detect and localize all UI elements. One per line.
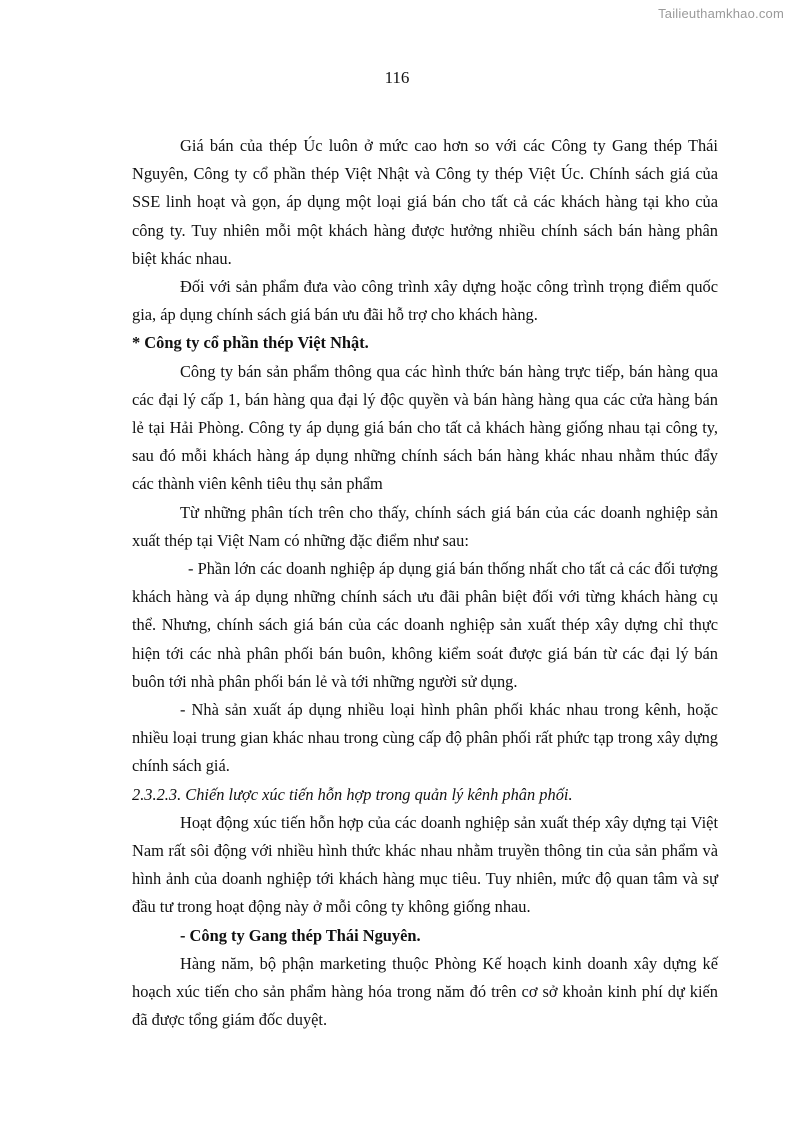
bullet-paragraph: - Nhà sản xuất áp dụng nhiều loại hình phân phối khác nhau trong kênh, hoặc nhiều loại trung gian khác nhau trong cùng cấp độ phân phối rất phức tạp trong xây dựng chính sách giá. <box>132 700 718 776</box>
bullet-paragraph: - Phần lớn các doanh nghiệp áp dụng giá bán thống nhất cho tất cả các đối tượng khách hàng và áp dụng những chính sách ưu đãi phân biệt đối với từng khách hàng cụ thể. Nhưng, chính sách giá bán của các doanh nghiệp sản xuất thép xây dựng chỉ thực hiện tới các nhà phân phối bán buôn, không kiểm soát được giá bán từ các đại lý bán buôn tới nhà phân phối bán lẻ và tới những người sử dụng. <box>132 559 718 691</box>
paragraph: Hoạt động xúc tiến hỗn hợp của các doanh nghiệp sản xuất thép xây dựng tại Việt Nam rất sôi động với nhiều hình thức khác nhau nhằm truyền thông tin của sản phẩm và hình ảnh của doanh nghiệp tới khách hàng mục tiêu. Tuy nhiên, mức độ quan tâm và sự đầu tư trong hoạt động này ở mỗi công ty không giống nhau. <box>132 812 718 917</box>
watermark-text: Tailieuthamkhao.com <box>658 6 784 21</box>
paragraph: Hàng năm, bộ phận marketing thuộc Phòng Kế hoạch kinh doanh xây dựng kế hoạch xúc tiến cho sản phẩm hàng hóa trong năm đó trên cơ sở khoản kinh phí dự kiến đã được tổng giám đốc duyệt. <box>132 953 718 1030</box>
section-heading: * Công ty cổ phần thép Việt Nhật. <box>132 333 369 353</box>
paragraph: Đối với sản phẩm đưa vào công trình xây dựng hoặc công trình trọng điểm quốc gia, áp dụng chính sách giá bán ưu đãi hỗ trợ cho khách hàng. <box>132 277 718 325</box>
page-number: 116 <box>384 68 410 87</box>
paragraph: Từ những phân tích trên cho thấy, chính sách giá bán của các doanh nghiệp sản xuất thép tại Việt Nam có những đặc điểm như sau: <box>132 502 718 550</box>
section-heading: - Công ty Gang thép Thái Nguyên. <box>180 925 421 945</box>
paragraph: Công ty bán sản phẩm thông qua các hình thức bán hàng trực tiếp, bán hàng qua các đại lý cấp 1, bán hàng qua đại lý độc quyền và bán hàng hàng qua các cửa hàng bán lẻ tại Hải Phòng. Công ty áp dụng giá bán cho tất cả khách hàng giống nhau tại công ty, sau đó mỗi khách hàng áp dụng những chính sách bán hàng khác nhau nhằm thúc đẩy các thành viên kênh tiêu thụ sản phẩm <box>132 361 718 494</box>
paragraph: Giá bán của thép Úc luôn ở mức cao hơn so với các Công ty Gang thép Thái Nguyên, Công ty cổ phần thép Việt Nhật và Công ty thép Việt Úc. Chính sách giá của SSE linh hoạt và gọn, áp dụng một loại giá bán cho tất cả các khách hàng tại kho của công ty. Tuy nhiên mỗi một khách hàng được hưởng nhiều chính sách bán hàng phân biệt khác nhau. <box>132 136 718 268</box>
subsection-heading: 2.3.2.3. Chiến lược xúc tiến hỗn hợp trong quản lý kênh phân phối. <box>132 784 573 804</box>
document-body <box>132 132 718 1035</box>
